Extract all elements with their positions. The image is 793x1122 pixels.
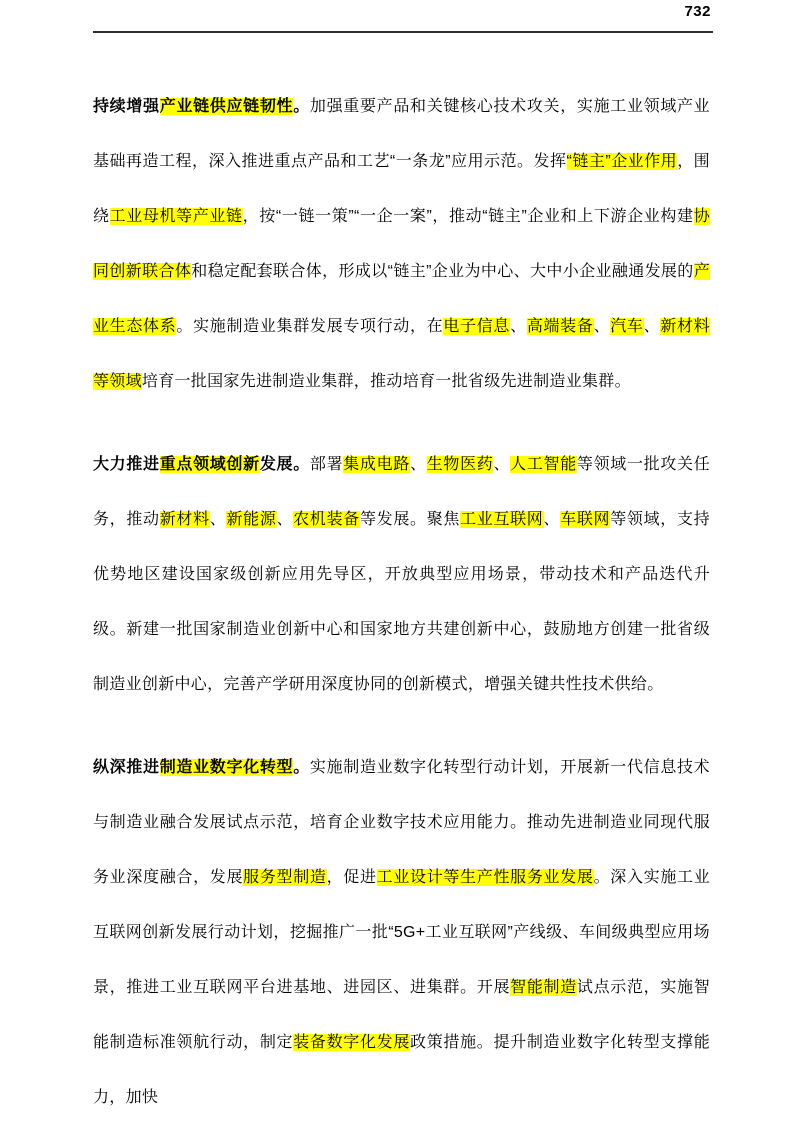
highlighted-term: 重点领域创新 <box>159 456 260 473</box>
text-run: 、 <box>543 511 561 528</box>
text-run: 。深入实施工业互联网创新发展行动计划，挖掘推广一批“5G+工业互联网”产线级、车间级典型应用场景，推进工业互联网平台进基地、进园区、进集群。开展 <box>93 869 710 996</box>
text-run: 等领域，支持优势地区建设国家级创新应用先导区，开放典型应用场景，带动技术和产品迭代升级。新建一批国家制造业创新中心和国家地方共建创新中心，鼓励地方创建一批省级制造业创新中心，完善产学研用深度协同的创新模式，增强关键共性技术供给。 <box>93 511 710 693</box>
text-run: 培育一批国家先进制造业集群，推动培育一批省级先进制造业集群。 <box>141 373 631 390</box>
text-run: 。 <box>293 98 310 115</box>
paragraph <box>93 437 710 712</box>
highlighted-term: 服务型制造 <box>243 869 327 886</box>
highlighted-term: 智能制造 <box>510 979 577 996</box>
text-run: 、 <box>643 318 661 335</box>
text-run: 等发展。聚焦 <box>359 511 461 528</box>
text-run: 加强重要产品和关键核心技术攻关，实施工业领域产业基础再造工程，深入推进重点产品和工艺“一条龙”应用示范。发挥 <box>93 98 710 170</box>
text-run: 政策措施。提升制造业数字化转型支撑能力，加快 <box>93 1034 710 1106</box>
highlighted-term: 集成电路 <box>343 456 411 473</box>
text-run: 、 <box>493 456 511 473</box>
highlighted-term: “链主”企业作用 <box>566 153 678 170</box>
text-run: 试点示范，实施智能制造标准领航行动，制定 <box>93 979 710 1051</box>
text-run: 等领域一批攻关任务，推动 <box>93 456 711 528</box>
text-run: ，按“一链一策”“一企一案”，推动“链主”企业和上下游企业构建 <box>242 208 694 225</box>
text-run: ，促进 <box>326 869 377 886</box>
page-header <box>0 0 793 21</box>
highlighted-term: 农机装备 <box>293 511 360 528</box>
text-run: ，围绕 <box>93 153 710 225</box>
document-paragraphs <box>93 79 710 1122</box>
highlighted-term: 工业母机等产业链 <box>109 208 243 225</box>
highlighted-term: 工业互联网 <box>460 511 544 528</box>
highlighted-term: 新材料等领域 <box>93 318 710 390</box>
highlighted-term: 高端装备 <box>526 318 594 335</box>
text-run: 大力推进 <box>93 456 160 473</box>
highlighted-term: 装备数字化发展 <box>293 1034 411 1051</box>
highlighted-term: 车联网 <box>560 511 611 528</box>
highlighted-term: 电子信息 <box>443 318 511 335</box>
text-run: 、 <box>410 456 427 473</box>
text-run: 部署 <box>309 456 344 473</box>
text-run: 实施制造业数字化转型行动计划，开展新一代信息技术与制造业融合发展试点示范，培育企业数字技术应用能力。推动先进制造业同现代服务业深度融合，发展 <box>93 759 710 886</box>
highlighted-term: 汽车 <box>610 318 644 335</box>
text-run: 和稳定配套联合体，形成以“链主”企业为中心、大中小企业融通发展的 <box>191 263 694 280</box>
highlighted-term: 产业链供应链韧性 <box>159 98 294 115</box>
text-run: 、 <box>209 511 227 528</box>
highlighted-term: 生物医药 <box>426 456 494 473</box>
highlighted-term: 新能源 <box>226 511 277 528</box>
paragraph <box>93 740 710 1122</box>
text-run: 纵深推进 <box>93 759 160 776</box>
highlighted-term: 协同创新联合体 <box>93 208 710 280</box>
highlighted-term: 新材料 <box>159 511 210 528</box>
highlighted-term: 制造业数字化转型 <box>159 759 294 776</box>
text-run: 、 <box>276 511 294 528</box>
page-number: 732 <box>684 3 711 20</box>
header-rule <box>93 31 713 33</box>
text-run: 、 <box>593 318 611 335</box>
paragraph <box>93 79 710 409</box>
text-run: 。 <box>293 759 310 776</box>
text-run: 。实施制造业集群发展专项行动，在 <box>176 318 444 335</box>
text-run: 发展。 <box>259 456 310 473</box>
text-run: 、 <box>510 318 527 335</box>
highlighted-term: 人工智能 <box>510 456 577 473</box>
text-run: 持续增强 <box>93 98 160 115</box>
highlighted-term: 工业设计等生产性服务业发展 <box>376 869 594 886</box>
highlighted-term: 产业生态体系 <box>93 263 710 335</box>
